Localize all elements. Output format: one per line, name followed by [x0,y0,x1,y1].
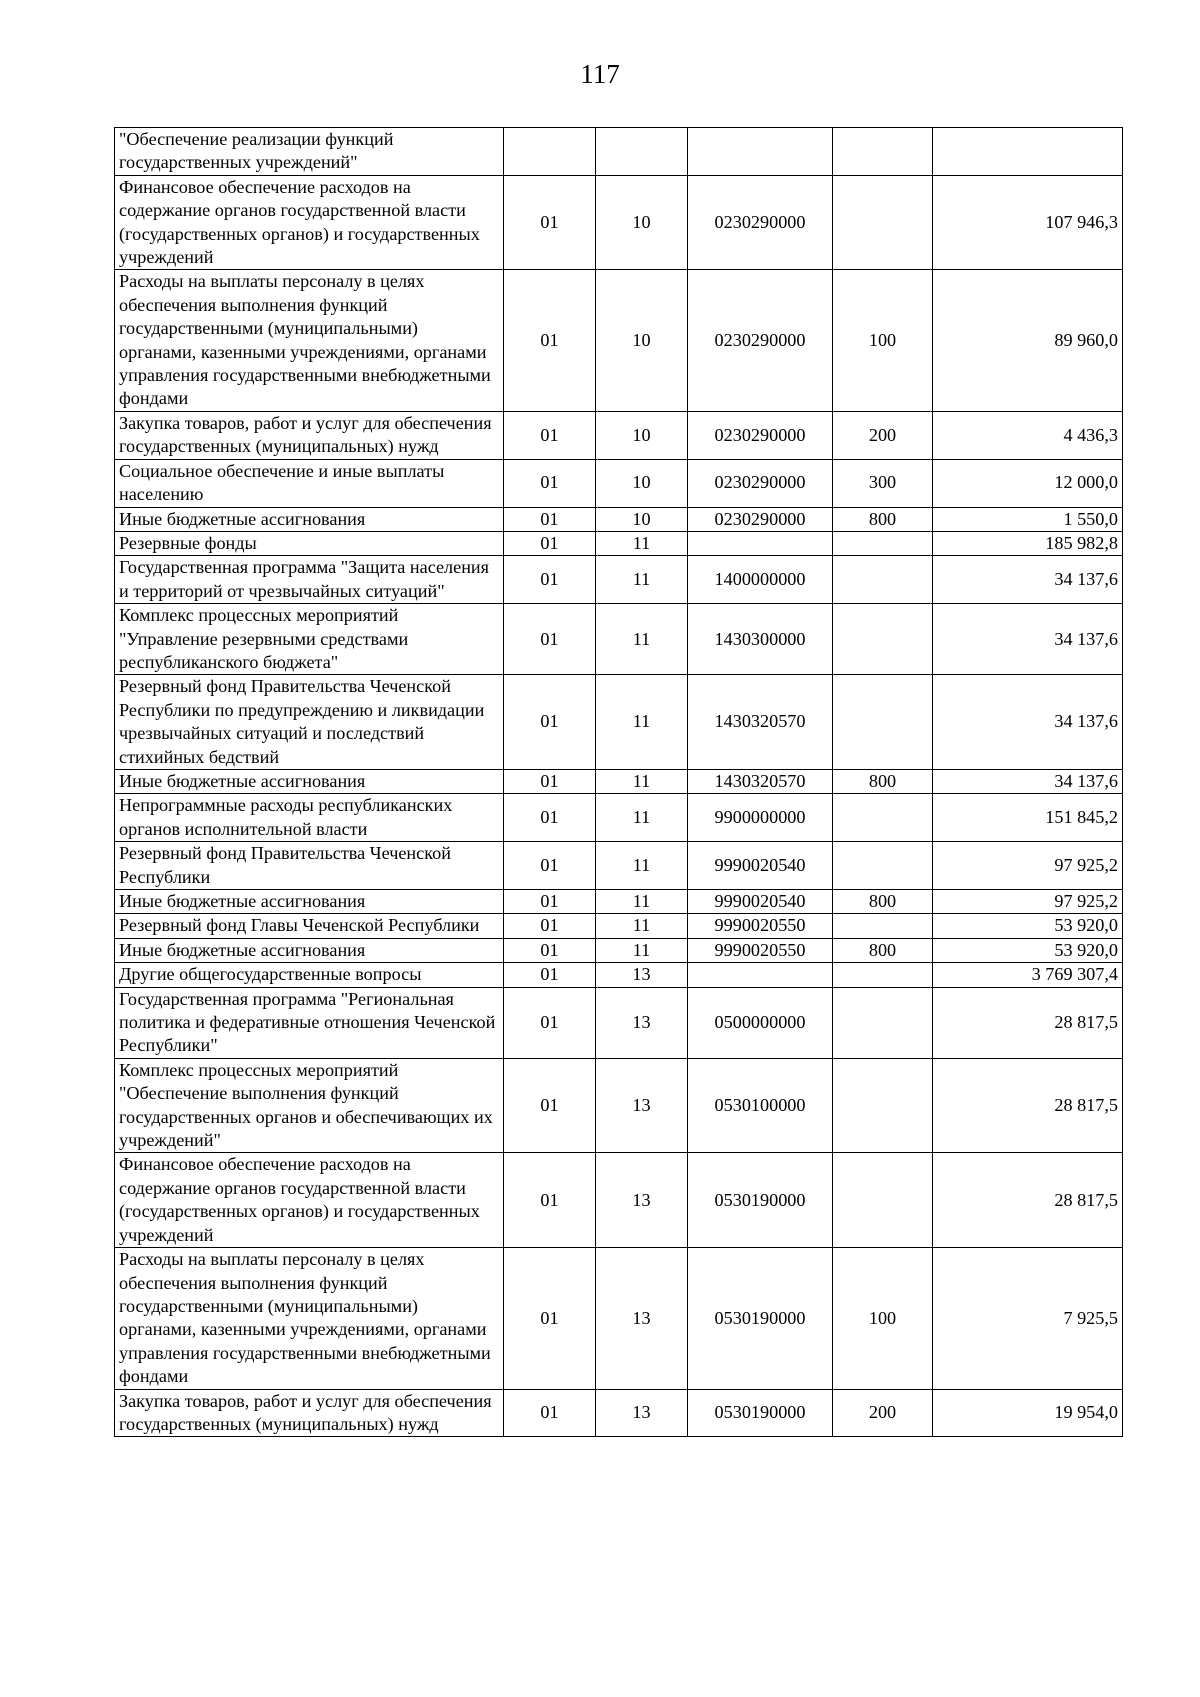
subsection-code-cell: 10 [596,507,688,531]
subsection-code-cell: 13 [596,1248,688,1389]
table-row [115,1389,1123,1437]
expense-type-cell: 800 [833,938,933,962]
target-article-cell: 0230290000 [688,270,833,411]
subsection-code-cell: 13 [596,1153,688,1248]
subsection-code-cell: 10 [596,270,688,411]
amount-cell: 107 946,3 [933,175,1123,270]
table-row [115,128,1123,176]
amount-cell: 53 920,0 [933,914,1123,938]
subsection-code-cell: 11 [596,604,688,675]
expense-type-cell [833,842,933,890]
subsection-code-cell: 11 [596,769,688,793]
expense-name-cell: Расходы на выплаты персоналу в целях обеспечения выполнения функций государственными (муниципальными) органами, казенными учреждениями, органами управления государственными внебюджетными фондами [115,1248,504,1389]
table-row [115,1058,1123,1153]
section-code-cell: 01 [504,270,596,411]
subsection-code-cell: 13 [596,1058,688,1153]
amount-cell: 1 550,0 [933,507,1123,531]
expense-type-cell [833,1058,933,1153]
expense-type-cell: 200 [833,411,933,459]
target-article-cell: 0230290000 [688,459,833,507]
section-code-cell [504,128,596,176]
amount-cell: 34 137,6 [933,675,1123,770]
amount-cell: 19 954,0 [933,1389,1123,1437]
table-row [115,1248,1123,1389]
expense-name-cell: Иные бюджетные ассигнования [115,507,504,531]
target-article-cell: 1430320570 [688,675,833,770]
table-row [115,507,1123,531]
amount-cell: 4 436,3 [933,411,1123,459]
table-row [115,794,1123,842]
expense-name-cell: Закупка товаров, работ и услуг для обеспечения государственных (муниципальных) нужд [115,411,504,459]
subsection-code-cell: 13 [596,1389,688,1437]
subsection-code-cell: 11 [596,556,688,604]
expense-name-cell: Резервный фонд Правительства Чеченской Республики [115,842,504,890]
subsection-code-cell: 11 [596,531,688,555]
table-row [115,914,1123,938]
table-row [115,411,1123,459]
amount-cell: 89 960,0 [933,270,1123,411]
table-row [115,270,1123,411]
expense-name-cell: Резервный фонд Правительства Чеченской Республики по предупреждению и ликвидации чрезвычайных ситуаций и последствий стихийных бедствий [115,675,504,770]
subsection-code-cell: 11 [596,675,688,770]
section-code-cell: 01 [504,604,596,675]
expense-name-cell: Другие общегосударственные вопросы [115,963,504,987]
section-code-cell: 01 [504,556,596,604]
subsection-code-cell: 10 [596,175,688,270]
table-row [115,604,1123,675]
amount-cell: 97 925,2 [933,842,1123,890]
table-row [115,842,1123,890]
subsection-code-cell [596,128,688,176]
expense-name-cell: Иные бюджетные ассигнования [115,938,504,962]
section-code-cell: 01 [504,675,596,770]
expense-name-cell: Закупка товаров, работ и услуг для обеспечения государственных (муниципальных) нужд [115,1389,504,1437]
section-code-cell: 01 [504,914,596,938]
expense-name-cell: Финансовое обеспечение расходов на содержание органов государственной власти (государственных органов) и государственных учреждений [115,1153,504,1248]
amount-cell: 185 982,8 [933,531,1123,555]
target-article-cell: 0500000000 [688,987,833,1058]
target-article-cell: 9900000000 [688,794,833,842]
section-code-cell: 01 [504,1389,596,1437]
subsection-code-cell: 11 [596,842,688,890]
expense-type-cell: 800 [833,507,933,531]
target-article-cell: 0530100000 [688,1058,833,1153]
target-article-cell: 1400000000 [688,556,833,604]
target-article-cell: 9990020540 [688,890,833,914]
target-article-cell: 9990020540 [688,842,833,890]
subsection-code-cell: 13 [596,963,688,987]
section-code-cell: 01 [504,1058,596,1153]
subsection-code-cell: 10 [596,411,688,459]
amount-cell: 97 925,2 [933,890,1123,914]
amount-cell: 12 000,0 [933,459,1123,507]
target-article-cell [688,963,833,987]
section-code-cell: 01 [504,794,596,842]
expense-name-cell: Комплекс процессных мероприятий "Управление резервными средствами республиканского бюджета" [115,604,504,675]
expense-type-cell [833,1153,933,1248]
expense-type-cell [833,675,933,770]
section-code-cell: 01 [504,459,596,507]
target-article-cell: 9990020550 [688,938,833,962]
expense-type-cell [833,556,933,604]
amount-cell: 34 137,6 [933,556,1123,604]
expense-name-cell: Государственная программа "Защита населения и территорий от чрезвычайных ситуаций" [115,556,504,604]
section-code-cell: 01 [504,411,596,459]
expense-name-cell: Иные бюджетные ассигнования [115,890,504,914]
section-code-cell: 01 [504,769,596,793]
table-row [115,938,1123,962]
amount-cell: 28 817,5 [933,987,1123,1058]
expense-type-cell [833,175,933,270]
expense-name-cell: Непрограммные расходы республиканских органов исполнительной власти [115,794,504,842]
subsection-code-cell: 11 [596,914,688,938]
expense-type-cell [833,794,933,842]
subsection-code-cell: 11 [596,890,688,914]
subsection-code-cell: 11 [596,794,688,842]
section-code-cell: 01 [504,890,596,914]
expense-name-cell: Расходы на выплаты персоналу в целях обеспечения выполнения функций государственными (муниципальными) органами, казенными учреждениями, органами управления государственными внебюджетными фондами [115,270,504,411]
expense-name-cell: "Обеспечение реализации функций государственных учреждений" [115,128,504,176]
table-row [115,459,1123,507]
table-row [115,890,1123,914]
expense-type-cell: 200 [833,1389,933,1437]
expense-name-cell: Социальное обеспечение и иные выплаты населению [115,459,504,507]
expense-type-cell [833,987,933,1058]
amount-cell: 7 925,5 [933,1248,1123,1389]
table-row [115,769,1123,793]
expense-name-cell: Комплекс процессных мероприятий "Обеспечение выполнения функций государственных органов и обеспечивающих их учреждений" [115,1058,504,1153]
expense-name-cell: Государственная программа "Региональная политика и федеративные отношения Чеченской Республики" [115,987,504,1058]
table-row [115,556,1123,604]
section-code-cell: 01 [504,531,596,555]
expense-type-cell: 100 [833,270,933,411]
section-code-cell: 01 [504,507,596,531]
target-article-cell: 0530190000 [688,1153,833,1248]
target-article-cell: 9990020550 [688,914,833,938]
expense-type-cell: 800 [833,890,933,914]
section-code-cell: 01 [504,842,596,890]
section-code-cell: 01 [504,1153,596,1248]
expense-type-cell [833,914,933,938]
page-number: 117 [580,59,620,89]
section-code-cell: 01 [504,987,596,1058]
expense-type-cell [833,963,933,987]
expense-type-cell: 800 [833,769,933,793]
amount-cell: 3 769 307,4 [933,963,1123,987]
budget-table-body [115,128,1123,1437]
target-article-cell: 1430300000 [688,604,833,675]
expense-name-cell: Резервные фонды [115,531,504,555]
amount-cell: 28 817,5 [933,1058,1123,1153]
table-row [115,987,1123,1058]
target-article-cell: 0230290000 [688,411,833,459]
amount-cell: 53 920,0 [933,938,1123,962]
amount-cell: 34 137,6 [933,769,1123,793]
amount-cell: 28 817,5 [933,1153,1123,1248]
target-article-cell: 0530190000 [688,1389,833,1437]
subsection-code-cell: 13 [596,987,688,1058]
amount-cell: 34 137,6 [933,604,1123,675]
amount-cell [933,128,1123,176]
table-row [115,531,1123,555]
expense-name-cell: Резервный фонд Главы Чеченской Республики [115,914,504,938]
expense-type-cell [833,128,933,176]
table-row [115,1153,1123,1248]
target-article-cell: 0230290000 [688,175,833,270]
target-article-cell: 0230290000 [688,507,833,531]
amount-cell: 151 845,2 [933,794,1123,842]
table-row [115,175,1123,270]
target-article-cell: 0530190000 [688,1248,833,1389]
subsection-code-cell: 11 [596,938,688,962]
expense-type-cell: 300 [833,459,933,507]
expense-name-cell: Финансовое обеспечение расходов на содержание органов государственной власти (государственных органов) и государственных учреждений [115,175,504,270]
section-code-cell: 01 [504,963,596,987]
expense-type-cell [833,531,933,555]
section-code-cell: 01 [504,1248,596,1389]
table-row [115,675,1123,770]
expense-type-cell [833,604,933,675]
target-article-cell [688,128,833,176]
target-article-cell [688,531,833,555]
subsection-code-cell: 10 [596,459,688,507]
expense-type-cell: 100 [833,1248,933,1389]
section-code-cell: 01 [504,938,596,962]
target-article-cell: 1430320570 [688,769,833,793]
expense-name-cell: Иные бюджетные ассигнования [115,769,504,793]
table-row [115,963,1123,987]
budget-table [114,127,1123,1437]
section-code-cell: 01 [504,175,596,270]
